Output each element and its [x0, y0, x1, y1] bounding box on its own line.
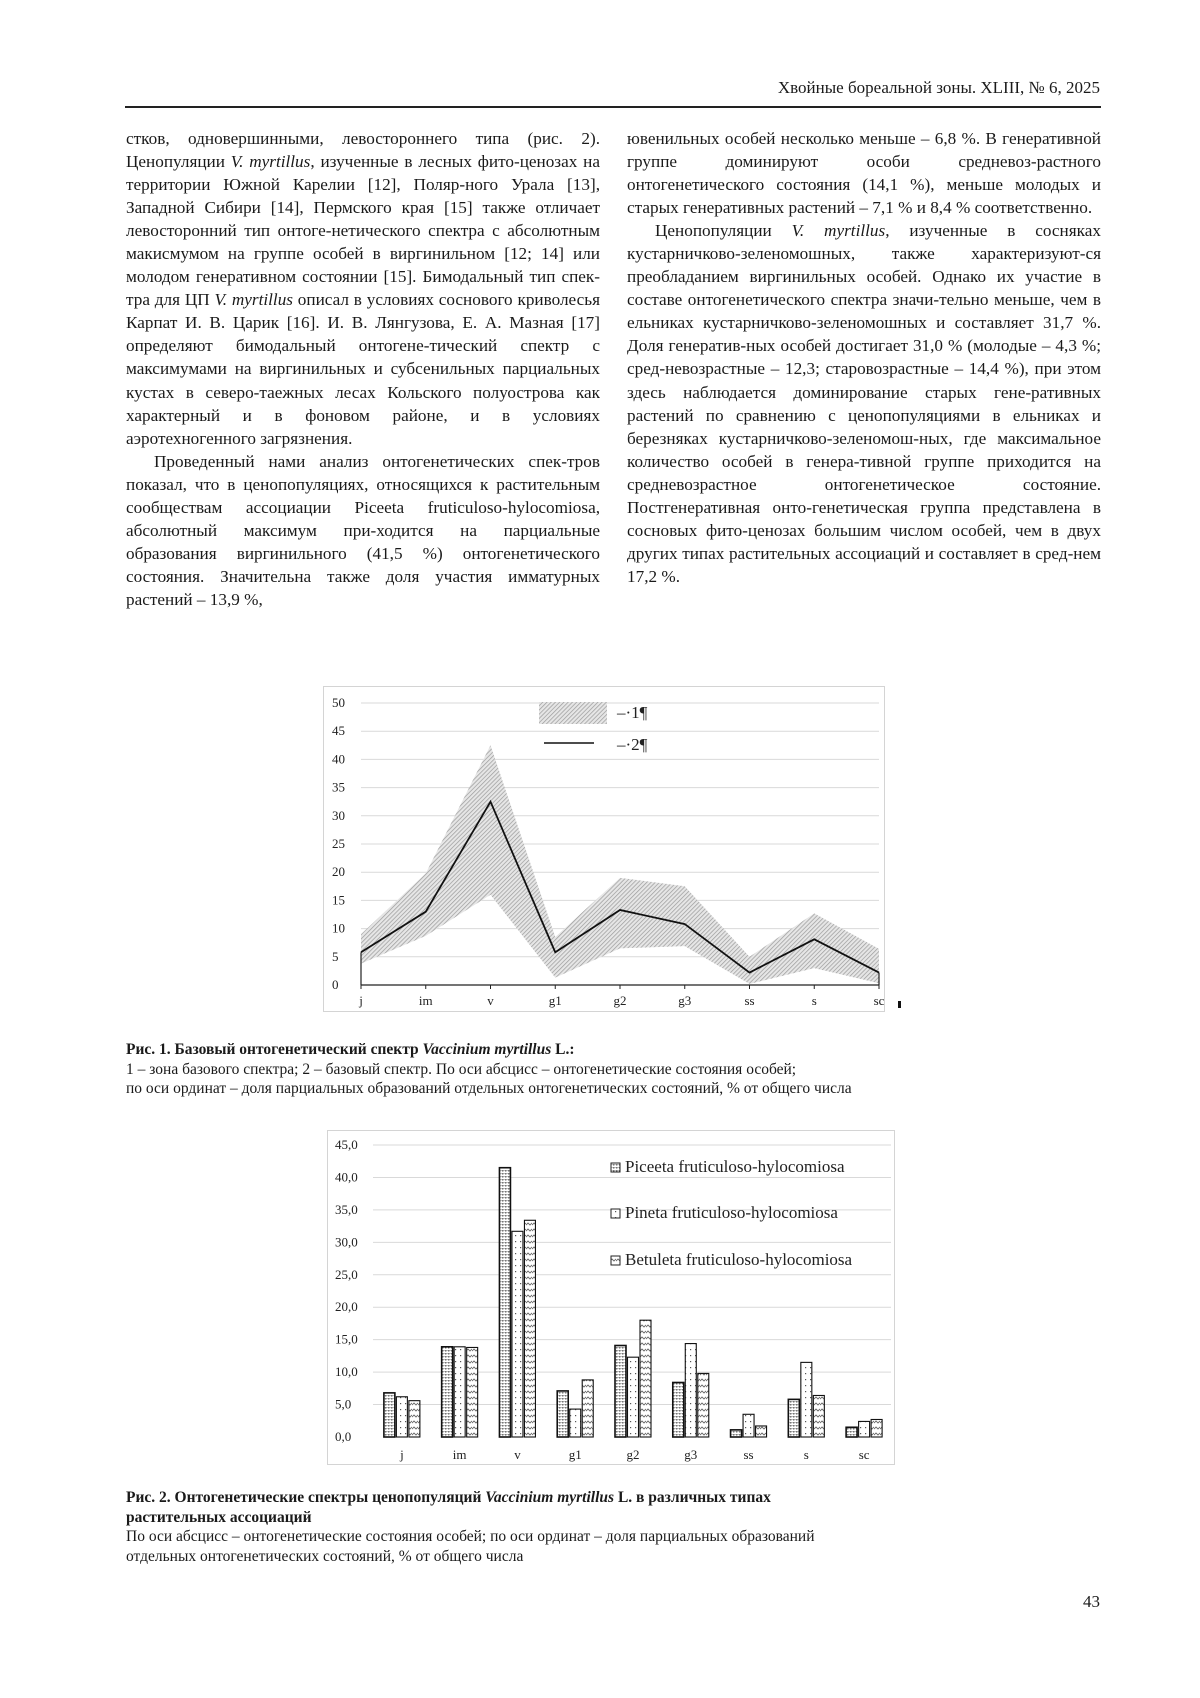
y-tick-label: 25,0 [335, 1266, 358, 1282]
figure-1-caption [126, 1040, 852, 1099]
bar [409, 1401, 420, 1437]
bar [673, 1382, 684, 1437]
y-tick-label: 45,0 [335, 1137, 358, 1152]
bar [846, 1427, 857, 1437]
species-name: V. myrtillus [214, 290, 293, 310]
text: Рис. 2. Онтогенетические спектры ценопопуляций [126, 1489, 486, 1506]
bar [396, 1397, 407, 1437]
grouped-bar-chart [328, 1131, 894, 1464]
y-tick-label: 15,0 [335, 1331, 358, 1347]
caption-title [126, 1040, 852, 1060]
x-tick-label: im [418, 993, 433, 1008]
text: Рис. 1. Базовый онтогенетический спектр [126, 1041, 423, 1058]
figure-1-chart [323, 686, 885, 1012]
bar [512, 1231, 523, 1437]
caption-text: по оси ординат – доля парциальных образований отдельных онтогенетических состояний, % от общего числа [126, 1080, 852, 1097]
y-tick-label: 35 [332, 779, 345, 795]
text: , изученные в лесных фито-ценозах на территории Южной Карелии [12], Поляр-ного Урала [13], Западной Сибири [14], Пермского края [15] также отличает левосторонний тип онтоге-нетического спектра с абсолютным макисмумом на группе особей в виргинильном [12; 14] или молодом генеративном состоянии [15]. Бимодальный тип спек-тра для ЦП [126, 152, 600, 310]
x-tick-label: g3 [678, 993, 692, 1008]
y-tick-label: 40,0 [335, 1169, 358, 1185]
x-tick-label: sc [858, 1447, 870, 1462]
figure-2-caption [126, 1488, 815, 1566]
species-name: Vaccinium myrtillus [422, 1041, 552, 1058]
legend-label: Pineta fruticuloso-hylocomiosa [625, 1203, 838, 1222]
bar [524, 1220, 535, 1437]
caption-text: По оси абсцисс – онтогенетические состояния особей; по оси ординат – доля парциальных образований [126, 1528, 815, 1545]
caption-text: отдельных онтогенетических состояний, % от общего числа [126, 1547, 524, 1565]
x-tick-label: g1 [568, 1447, 582, 1462]
bar [813, 1395, 824, 1437]
legend-label: Betuleta fruticuloso-hylocomiosa [625, 1250, 853, 1269]
paragraph [126, 127, 600, 450]
legend-label: Piceeta fruticuloso-hylocomiosa [625, 1157, 845, 1176]
bar [557, 1391, 568, 1437]
y-tick-label: 0,0 [335, 1429, 352, 1444]
x-tick-label: g3 [684, 1447, 698, 1462]
y-tick-label: 40 [332, 751, 345, 767]
bar [442, 1347, 453, 1437]
running-title: Хвойные бореальной зоны. XLIII, № 6, 2025 [777, 78, 1100, 97]
legend-swatch [611, 1256, 620, 1265]
y-tick-label: 20 [332, 864, 345, 880]
x-tick-label: s [803, 1447, 809, 1462]
text: Ценопопуляции [655, 221, 792, 241]
text: , изученные в сосняках кустарничково-зеленомошных, также характеризуют-ся преобладанием виргинильных особей. Однако их участие в составе онтогенетического спектра значи-тельно меньше, чем в ельниках кустарничково-зеленомошных и составляет 31,7 %. Доля генератив-ных особей достигает 31,0 % (молодые – 4,3 %; сред-невозрастные – 12,3; старовозрастные – 14,4 %), при этом здесь наблюдается доминирование старых гене-ративных растений по сравнению с ценопопуляциями в ельниках и березняках кустарничково-зеленомош-ных, где максимальное количество особей в генера-тивной группе приходится на средневозрастное онтогенетическое состояние. Постгенеративная онто-генетическая группа представлена в сосновых фито-ценозах большим числом особей, чем в двух других типах растительных ассоциаций и составляет в сред-нем 17,2 %. [627, 221, 1101, 586]
figure-2-chart [327, 1130, 895, 1465]
y-tick-label: 30,0 [335, 1234, 358, 1250]
bar [731, 1430, 742, 1437]
paragraph: Проведенный нами анализ онтогенетических спек-тров показал, что в ценопопуляциях, относящихся к растительным сообществам ассоциации Piceeta fruticuloso-hylocomiosa, абсолютный максимум при-ходится на парциальные образования виргинильного (41,5 %) онтогенетического состояния. Значительна также доля участия имматурных растений – 13,9 %, [126, 451, 600, 609]
y-tick-label: 5,0 [335, 1396, 352, 1412]
spectrum-zone-band [361, 745, 879, 984]
caption-text: 1 – зона базового спектра; 2 – базовый спектр. По оси абсцисс – онтогенетические состояния особей; [126, 1060, 797, 1078]
bar [871, 1419, 882, 1437]
bar [384, 1393, 395, 1437]
y-tick-label: 50 [332, 695, 345, 710]
legend-swatch-band [539, 702, 607, 724]
species-name: V. myrtillus [791, 221, 886, 241]
text: стков, одновершинными, левостороннего типа (рис. 2). Ценопуляции [126, 129, 600, 172]
bar [570, 1409, 581, 1437]
y-tick-label: 35,0 [335, 1201, 358, 1217]
bar [628, 1357, 639, 1437]
caption-title-cont: растительных ассоциаций [126, 1508, 312, 1526]
header-rule [125, 106, 1101, 108]
legend-label-1: –·1¶ [617, 703, 648, 722]
legend-label-2: –·2¶ [617, 735, 648, 754]
chart-mark [898, 1001, 901, 1008]
x-tick-label: j [400, 1447, 404, 1462]
paragraph [627, 219, 1101, 588]
text: L.: [551, 1041, 575, 1058]
x-tick-label: g2 [613, 993, 627, 1008]
bar [615, 1346, 626, 1437]
bar [640, 1320, 651, 1437]
bar [859, 1421, 870, 1437]
x-tick-label: v [514, 1447, 521, 1462]
x-tick-label: sc [873, 993, 884, 1008]
x-tick-label: ss [744, 993, 755, 1008]
y-tick-label: 5 [332, 948, 339, 964]
species-name: Vaccinium myrtillus [485, 1489, 615, 1506]
bar [788, 1399, 799, 1437]
x-tick-label: ss [743, 1447, 754, 1462]
y-tick-label: 45 [332, 723, 345, 739]
bar [499, 1168, 510, 1437]
area-line-chart [324, 687, 884, 1011]
y-tick-label: 30 [332, 807, 345, 823]
y-tick-label: 25 [332, 836, 345, 851]
y-tick-label: 20,0 [335, 1299, 358, 1315]
page-number: 43 [1083, 1592, 1100, 1611]
x-tick-label: g1 [548, 993, 562, 1008]
bar [801, 1362, 812, 1437]
y-tick-label: 10,0 [335, 1364, 358, 1380]
text: L. в различных типах [614, 1489, 771, 1506]
x-tick-label: s [811, 993, 817, 1008]
right-column [627, 127, 1101, 588]
text: описал в условиях соснового криволесья Карпат И. В. Царик [16]. И. В. Лянгузова, Е. А. Мазная [17] определяют бимодальный онтогене-тический спектр с максимумами на виргинильных и субсенильных парциальных кустах в северо-таежных лесах Кольского полуострова как характерный и в фоновом районе, и в условиях аэротехногенного загрязнения. [126, 290, 600, 448]
x-tick-label: v [487, 993, 494, 1008]
y-tick-label: 15 [332, 892, 345, 908]
y-tick-label: 10 [332, 920, 345, 936]
x-tick-label: im [452, 1447, 467, 1462]
left-column [126, 127, 600, 611]
paragraph: ювенильных особей несколько меньше – 6,8 %. В генеративной группе доминируют особи средневоз-растного онтогенетического состояния (14,1 %), меньше молодых и старых генеративных растений – 7,1 % и 8,4 % соответственно. [627, 129, 1101, 218]
bar [743, 1414, 754, 1437]
legend-swatch [611, 1163, 620, 1172]
caption-title [126, 1488, 815, 1508]
bar [698, 1373, 709, 1437]
bar [467, 1347, 478, 1437]
y-tick-label: 0 [332, 977, 339, 992]
x-tick-label: j [359, 993, 363, 1008]
legend-swatch [611, 1209, 620, 1218]
bar [685, 1344, 696, 1437]
species-name: V. myrtillus [230, 152, 311, 172]
bar [756, 1426, 767, 1437]
x-tick-label: g2 [626, 1447, 640, 1462]
bar [582, 1380, 593, 1437]
bar [454, 1347, 465, 1437]
